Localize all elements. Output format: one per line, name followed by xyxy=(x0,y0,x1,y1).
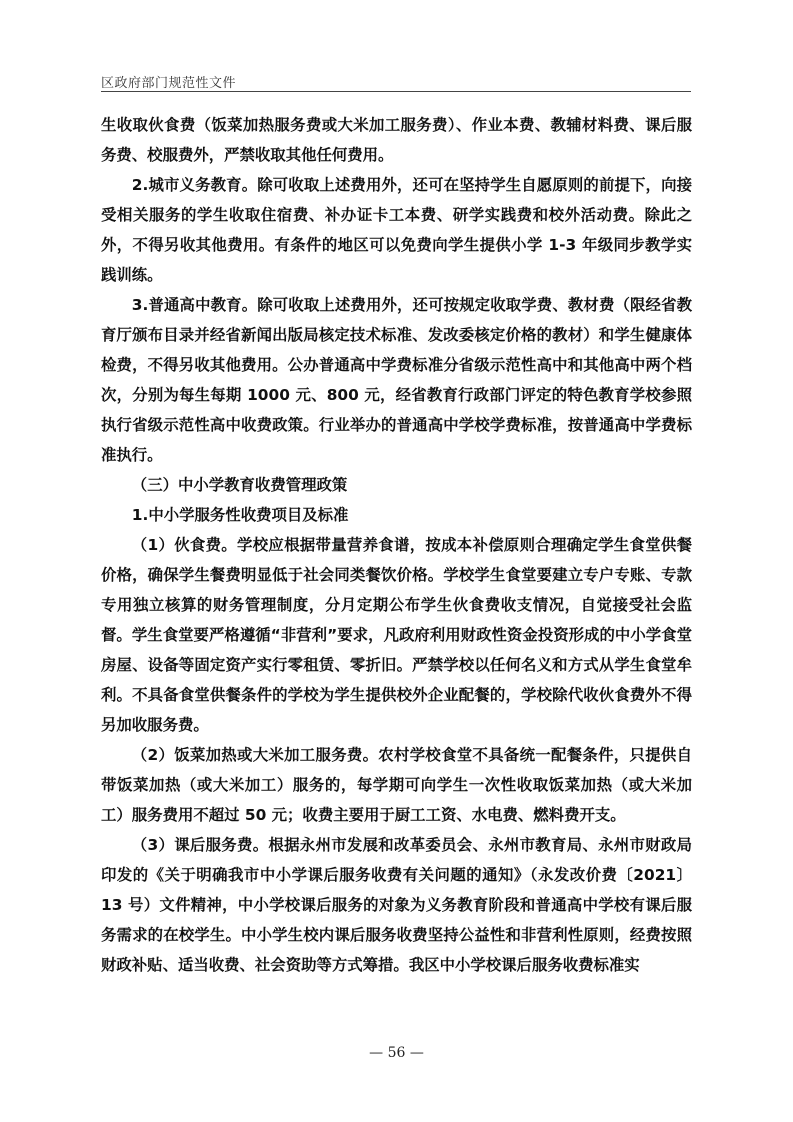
paragraph-after-school-fee: （3）课后服务费。根据永州市发展和改革委员会、永州市教育局、永州市财政局印发的《关于明确我市中小学课后服务收费有关问题的通知》（永发改价费〔2021〕13 号）文件精神，中小学校课后服务的对象为义务教育阶段和普通高中学校有课后服务需求的在校学生。中小学生校内课后服务收费坚持公益性和非营利性原则，经费按照财政补贴、适当收费、社会资助等方式筹措。我区中小学校课后服务收费标准实 xyxy=(101,836,692,974)
section-heading: （三）中小学教育收费管理政策 xyxy=(131,476,348,494)
running-header: 区政府部门规范性文件 xyxy=(101,76,237,91)
subsection-heading: 1.中小学服务性收费项目及标准 xyxy=(131,506,349,524)
page-number: — 56 — xyxy=(369,1045,424,1061)
paragraph-urban-compulsory-education: 2.城市义务教育。除可收取上述费用外，还可在坚持学生自愿原则的前提下，向接受相关服务的学生收取住宿费、补办证卡工本费、研学实践费和校外活动费。除此之外，不得另收其他费用。有条件的地区可以免费向学生提供小学 1-3 年级同步教学实践训练。 xyxy=(101,176,692,284)
body-text xyxy=(101,110,692,980)
paragraph-heating-fee: （2）饭菜加热或大米加工服务费。农村学校食堂不具备统一配餐条件，只提供自带饭菜加热（或大米加工）服务的，每学期可向学生一次性收取饭菜加热（或大米加工）服务费用不超过 50 元；收费主要用于厨工工资、水电费、燃料费开支。 xyxy=(101,746,692,824)
paragraph-continuation: 生收取伙食费（饭菜加热服务费或大米加工服务费）、作业本费、教辅材料费、课后服务费、校服费外，严禁收取其他任何费用。 xyxy=(101,116,692,164)
paragraph-meal-fee: （1）伙食费。学校应根据带量营养食谱，按成本补偿原则合理确定学生食堂供餐价格，确保学生餐费明显低于社会同类餐饮价格。学校学生食堂要建立专户专账、专款专用独立核算的财务管理制度，分月定期公布学生伙食费收支情况，自觉接受社会监督。学生食堂要严格遵循“非营利”要求，凡政府利用财政性资金投资形成的中小学食堂房屋、设备等固定资产实行零租赁、零折旧。严禁学校以任何名义和方式从学生食堂牟利。不具备食堂供餐条件的学校为学生提供校外企业配餐的，学校除代收伙食费外不得另加收服务费。 xyxy=(101,536,692,734)
header-divider xyxy=(101,91,691,92)
paragraph-high-school-education: 3.普通高中教育。除可收取上述费用外，还可按规定收取学费、教材费（限经省教育厅颁布目录并经省新闻出版局核定技术标准、发改委核定价格的教材）和学生健康体检费，不得另收其他费用。公办普通高中学费标准分省级示范性高中和其他高中两个档次，分别为每生每期 1000 元、800 元，经省教育行政部门评定的特色教育学校参照执行省级示范性高中收费政策。行业举办的普通高中学校学费标准，按普通高中学费标准执行。 xyxy=(101,296,692,464)
